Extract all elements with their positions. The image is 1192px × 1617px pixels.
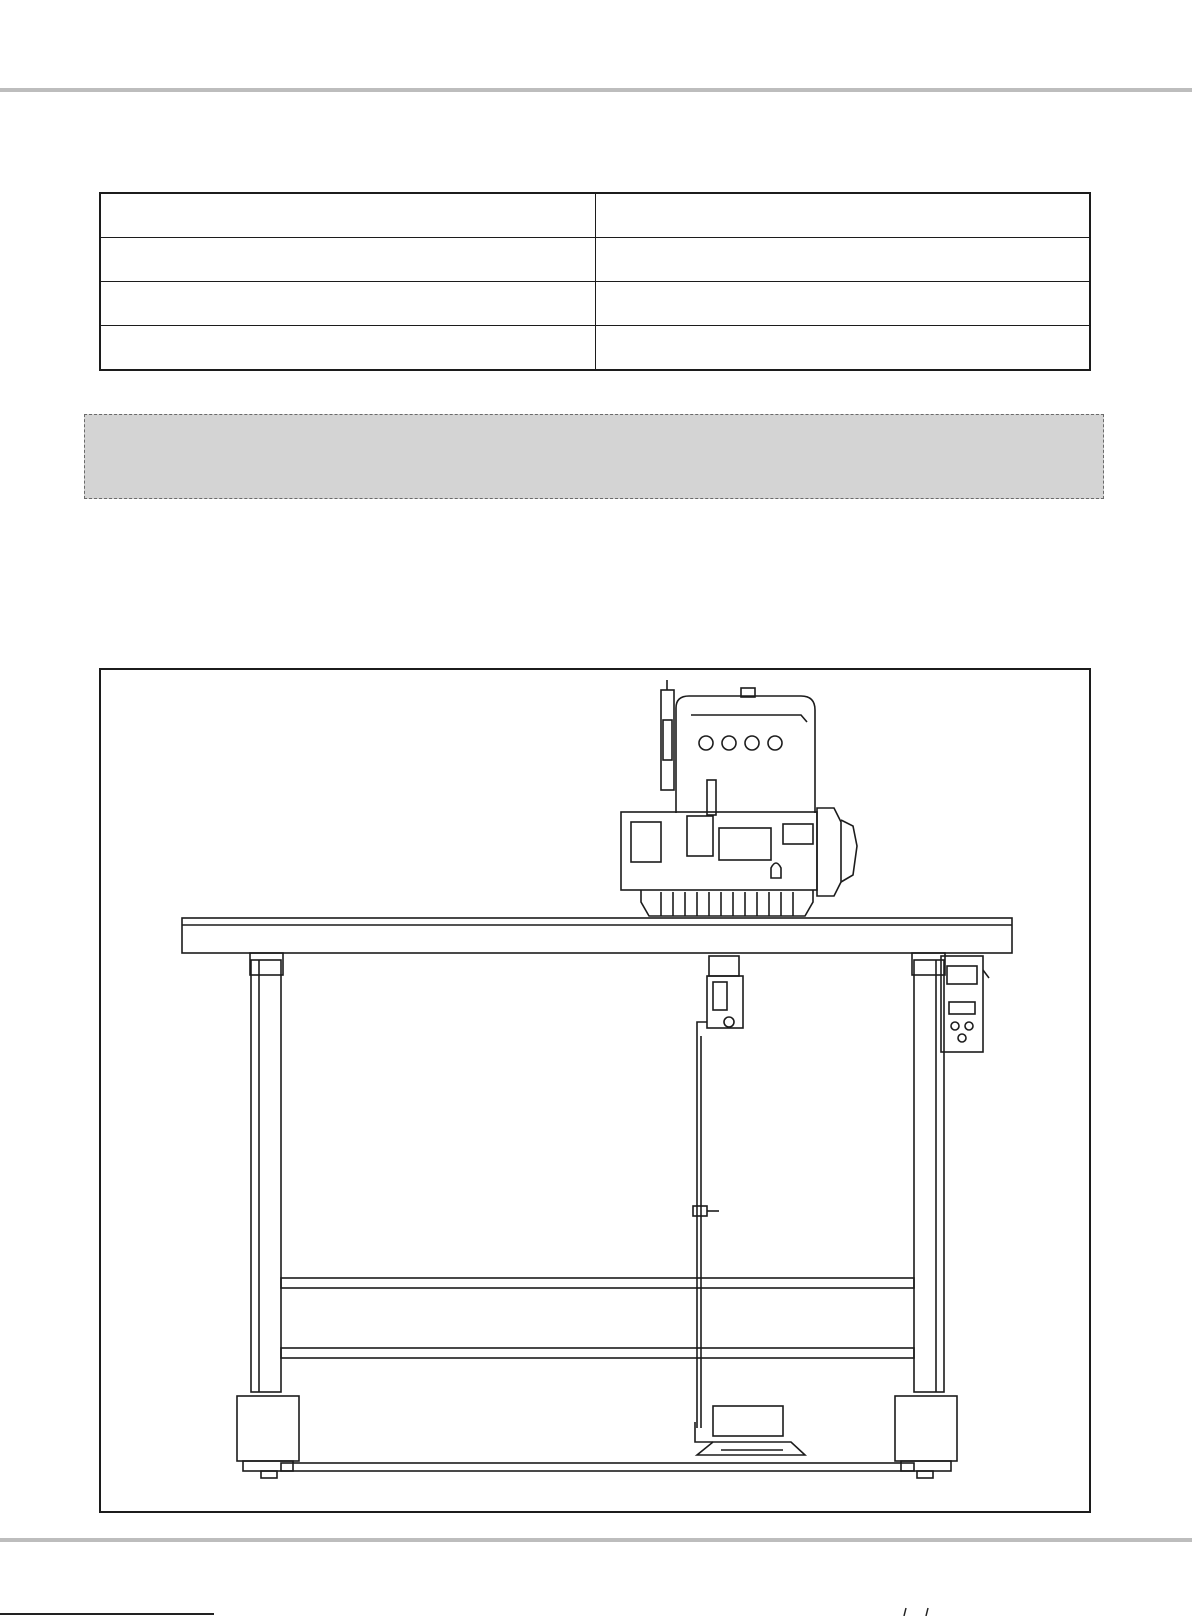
- footnote-line: [0, 1613, 214, 1615]
- table-cell-value: [596, 238, 1091, 282]
- sewing-machine-table-illustration: [101, 670, 1093, 1515]
- pedal: [695, 1406, 805, 1455]
- page-edge-marks: [900, 1606, 950, 1616]
- table-leg-right: [912, 953, 945, 1392]
- table-row: [100, 282, 1090, 326]
- table-cell-value: [596, 326, 1091, 371]
- table-row: [100, 193, 1090, 238]
- table-foot-right: [895, 1396, 957, 1478]
- servo-motor: [697, 956, 743, 1036]
- table-cell-label: [100, 326, 596, 371]
- table-cell-label: [100, 282, 596, 326]
- table-cell-value: [596, 282, 1091, 326]
- table-cell-value: [596, 193, 1091, 238]
- machine-illustration-frame: [99, 668, 1091, 1513]
- table-row: [100, 326, 1090, 371]
- footer-divider: [0, 1538, 1192, 1542]
- table-row: [100, 238, 1090, 282]
- header-divider: [0, 88, 1192, 92]
- table-leg-left: [250, 953, 283, 1392]
- table-cell-label: [100, 238, 596, 282]
- sewing-machine-head: [621, 680, 857, 916]
- table-cell-label: [100, 193, 596, 238]
- table-top: [182, 918, 1012, 953]
- control-box: [941, 956, 989, 1052]
- pedal-linkage-rod: [693, 1036, 719, 1428]
- table-cross-bars: [281, 1278, 914, 1471]
- note-box: [84, 414, 1104, 499]
- specification-table: [99, 192, 1091, 371]
- table-foot-left: [237, 1396, 299, 1478]
